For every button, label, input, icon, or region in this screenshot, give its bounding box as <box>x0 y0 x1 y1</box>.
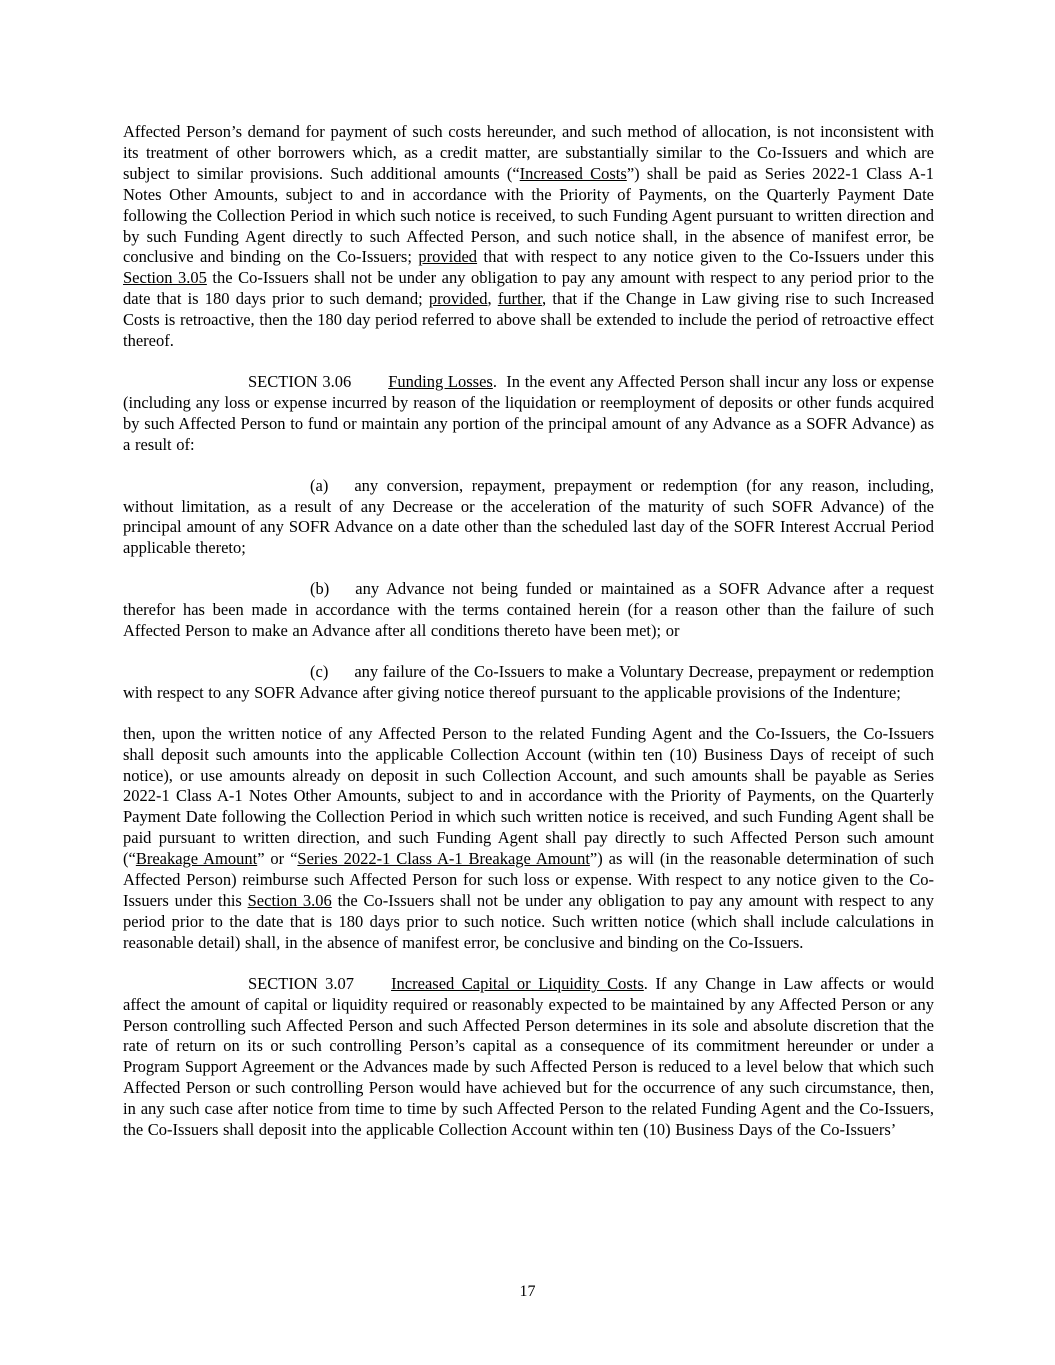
text-run: . If any Change in Law affects or would affect the amount of capital or liquidity required or reasonably expected to be maintained by any Affected Person or any Person controlling such Affected Person and such Affected Person determines in its sole and absolute discretion that the rate of return on its or such controlling Person’s capital as a consequence of its commitment hereunder or under a Program Support Agreement or the Advances made by such Affected Person is reduced to a level below that which such Affected Person or such controlling Person would have achieved but for the occurrence of any such circumstance, then, in any such case after notice from time to time by such Affected Person to the related Funding Agent and the Co-Issuers, the Co-Issuers shall deposit into the applicable Collection Account within ten (10) Business Days of the Co-Issuers’ <box>123 973 935 1140</box>
underlined-text-run: provided <box>428 289 488 309</box>
underlined-text-run: provided <box>418 247 478 267</box>
text-run: SECTION 3.06 <box>248 371 352 391</box>
text-run: the Co-Issuers shall not be under any obligation to pay any amount with respect to any period prior to the date that is 180 days prior to such demand; <box>123 268 934 309</box>
text-run: . In the event any Affected Person shall incur any loss or expense (including any loss or expense incurred by reason of the liquidation or reemployment of deposits or other funds acquired by such Affected Person to fund or maintain any portion of the principal amount of any Advance as a SOFR Advance) as a result of: <box>123 371 934 454</box>
underlined-text-run: Section 3.05 <box>123 268 207 288</box>
underlined-text-run: Breakage Amount <box>135 849 258 869</box>
underlined-text-run: Funding Losses <box>388 371 493 391</box>
underlined-text-run: Increased Capital or Liquidity Costs <box>391 973 644 993</box>
text-run: (c) <box>310 661 329 681</box>
text-run: that with respect to any notice given to the Co-Issuers under this <box>477 247 935 267</box>
text-run: SECTION 3.07 <box>248 973 355 993</box>
text-run: , <box>487 289 498 309</box>
paragraph <box>123 476 934 560</box>
text-run: ”) as will (in the reasonable determination of such Affected Person) reimburse such Affected Person for such loss or expense. With respect to any notice given to the Co-Issuers under this <box>123 849 934 910</box>
page-number: 17 <box>519 1283 536 1300</box>
paragraph <box>123 724 934 954</box>
paragraph <box>123 579 934 642</box>
text-run: ” or “ <box>257 849 298 869</box>
paragraph <box>123 122 934 352</box>
text-run: then, upon the written notice of any Affected Person to the related Funding Agent and the Co-Issuers, the Co-Issuers shall deposit such amounts into the applicable Collection Account (within ten (10) Business Days of receipt of such notice), or use amounts already on deposit in such Collection Account, and such amounts shall be payable as Series 2022-1 Class A-1 Notes Other Amounts, subject to and in accordance with the Priority of Payments, on the Quarterly Payment Date following the Collection Period in which such written notice is received, and such Funding Agent shall be paid pursuant to written direction, and such Funding Agent shall pay directly to such Affected Person such amount (“ <box>123 723 934 869</box>
text-run: any Advance not being funded or maintained as a SOFR Advance after a request therefor has been made in accordance with the terms contained herein (for a reason other than the failure of such Affected Person to make an Advance after all conditions thereto have been met); or <box>123 579 934 641</box>
text-run: the Co-Issuers shall not be under any obligation to pay any amount with respect to any period prior to the date that is 180 days prior to such notice. Such written notice (which shall include calculations in reasonable detail) shall, in the absence of manifest error, be conclusive and binding on the Co-Issuers. <box>123 891 935 952</box>
text-run: , that if the Change in Law giving rise to such Increased Costs is retroactive, then the 180 day period referred to above shall be extended to include the period of retroactive effect thereof. <box>123 289 934 351</box>
text-run: Affected Person’s demand for payment of such costs hereunder, and such method of allocation, is not inconsistent with its treatment of other borrowers which, as a credit matter, are substantially similar to the Co-Issuers and which are subject to similar provisions. Such additional amounts (“ <box>123 122 934 183</box>
paragraph <box>123 974 934 1141</box>
text-run: any conversion, repayment, prepayment or redemption (for any reason, including, without limitation, as a result of any Decrease or the acceleration of the maturity of such SOFR Advance) of the principal amount of any SOFR Advance on a date other than the scheduled last day of the SOFR Interest Accrual Period applicable thereto; <box>123 475 934 558</box>
underlined-text-run: Increased Costs <box>519 163 627 183</box>
text-run: ”) shall be paid as Series 2022-1 Class A-1 Notes Other Amounts, subject to and in accordance with the Priority of Payments, on the Quarterly Payment Date following the Collection Period in which such notice is received, to such Funding Agent pursuant to written direction and by such Funding Agent directly to such Affected Person, and such notice shall, in the absence of manifest error, be conclusive and binding on the Co-Issuers; <box>123 163 935 267</box>
underlined-text-run: further <box>497 289 543 309</box>
text-run: (a) <box>310 475 329 495</box>
underlined-text-run: Series 2022-1 Class A-1 Breakage Amount <box>297 849 590 869</box>
underlined-text-run: Section 3.06 <box>247 891 332 910</box>
text-run: any failure of the Co-Issuers to make a Voluntary Decrease, prepayment or redemption with respect to any SOFR Advance after giving notice thereof pursuant to the applicable provisions of the Indenture; <box>123 661 934 702</box>
document-body <box>123 122 934 1161</box>
paragraph <box>123 662 934 704</box>
text-run: (b) <box>310 579 330 599</box>
paragraph <box>123 372 934 456</box>
